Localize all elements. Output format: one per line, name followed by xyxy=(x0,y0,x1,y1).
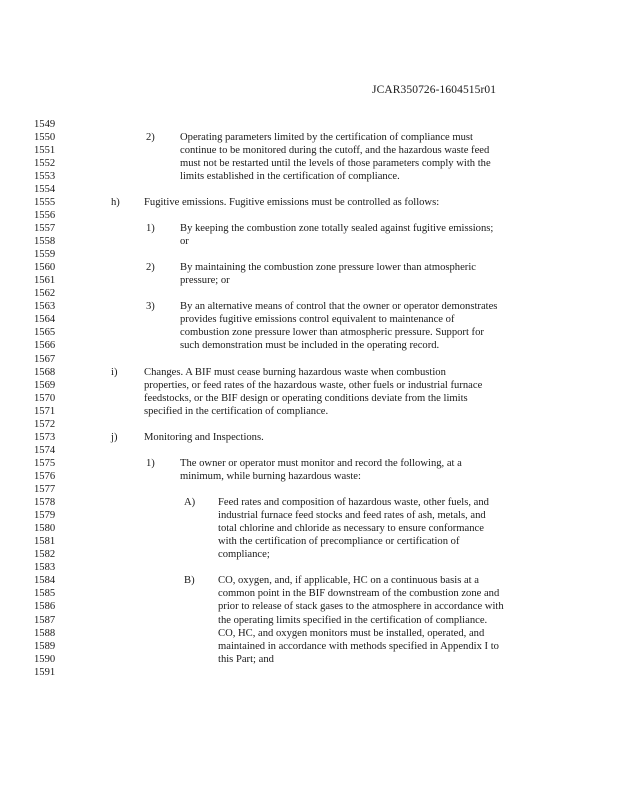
paragraph-line: Operating parameters limited by the certification of compliance must xyxy=(180,131,473,143)
paragraph-line: provides fugitive emissions control equivalent to maintenance of xyxy=(180,314,455,326)
paragraph-line: minimum, while burning hazardous waste: xyxy=(180,470,361,482)
list-marker: 1) xyxy=(146,457,155,469)
line-number: 1572 xyxy=(34,418,56,430)
line-number: 1571 xyxy=(34,405,56,417)
list-marker: 2) xyxy=(146,131,155,143)
paragraph-line: maintained in accordance with methods specified in Appendix I to xyxy=(218,640,499,652)
line-number: 1568 xyxy=(34,366,56,378)
line-number: 1564 xyxy=(34,314,56,326)
list-marker: j) xyxy=(111,431,118,443)
line-number: 1565 xyxy=(34,327,56,339)
line-number: 1561 xyxy=(34,275,56,287)
list-marker: 3) xyxy=(146,301,155,313)
line-number: 1577 xyxy=(34,484,56,495)
paragraph-line: or xyxy=(180,236,189,248)
list-marker: i) xyxy=(111,366,118,378)
paragraph-line: Fugitive emissions. Fugitive emissions must be controlled as follows: xyxy=(144,196,440,208)
line-number: 1578 xyxy=(34,497,56,509)
line-number: 1576 xyxy=(34,470,56,482)
line-number: 1569 xyxy=(34,379,56,391)
paragraph-line: this Part; and xyxy=(218,653,274,665)
paragraph-line: Monitoring and Inspections. xyxy=(144,431,264,443)
line-number: 1559 xyxy=(34,249,56,261)
paragraph-line: By an alternative means of control that the owner or operator demonstrates xyxy=(180,301,498,313)
line-number: 1573 xyxy=(34,431,56,443)
paragraph-line: combustion zone pressure lower than atmospheric pressure. Support for xyxy=(180,327,484,339)
line-number: 1574 xyxy=(34,444,56,456)
line-number: 1551 xyxy=(34,144,56,156)
line-number: 1591 xyxy=(34,666,56,678)
line-number: 1567 xyxy=(34,353,56,365)
line-number: 1570 xyxy=(34,392,56,404)
line-number: 1549 xyxy=(34,118,56,130)
line-number: 1552 xyxy=(34,157,56,169)
line-number: 1554 xyxy=(34,183,56,195)
list-marker: B) xyxy=(184,575,195,587)
list-marker: 2) xyxy=(146,262,155,274)
line-number: 1579 xyxy=(34,510,56,522)
paragraph-line: properties, or feed rates of the hazardous waste, other fuels or industrial furnace xyxy=(144,379,483,391)
paragraph-line: the operating limits specified in the certification of compliance. xyxy=(218,614,488,626)
document-id-header: JCAR350726-1604515r01 xyxy=(372,84,497,96)
paragraph-line: compliance; xyxy=(218,549,270,561)
paragraph-line: must not be restarted until the levels of those parameters comply with the xyxy=(180,157,491,169)
line-number: 1558 xyxy=(34,236,56,248)
paragraph-line: total chlorine and chloride as necessary to ensure conformance xyxy=(218,523,484,535)
line-number: 1553 xyxy=(34,170,56,182)
paragraph-line: continue to be monitored during the cutoff, and the hazardous waste feed xyxy=(180,144,490,156)
line-number: 1566 xyxy=(34,340,56,352)
list-marker: h) xyxy=(111,196,120,208)
line-number: 1585 xyxy=(34,588,56,600)
paragraph-line: By keeping the combustion zone totally sealed against fugitive emissions; xyxy=(180,223,494,234)
line-number: 1556 xyxy=(34,209,56,221)
line-number: 1582 xyxy=(34,549,56,561)
line-number: 1587 xyxy=(34,614,56,626)
line-number: 1583 xyxy=(34,562,56,574)
paragraph-line: CO, oxygen, and, if applicable, HC on a continuous basis at a xyxy=(218,575,479,587)
line-number: 1588 xyxy=(34,627,56,639)
line-number: 1550 xyxy=(34,131,56,143)
paragraph-line: The owner or operator must monitor and record the following, at a xyxy=(180,457,462,469)
paragraph-line: limits established in the certification of compliance. xyxy=(180,170,400,182)
line-number: 1586 xyxy=(34,601,56,613)
paragraph-line: such demonstration must be included in the operating record. xyxy=(180,340,440,352)
line-number: 1575 xyxy=(34,457,56,469)
paragraph-line: common point in the BIF downstream of the combustion zone and xyxy=(218,588,500,600)
line-number: 1584 xyxy=(34,575,56,587)
paragraph-line: prior to release of stack gases to the atmosphere in accordance with xyxy=(218,601,504,613)
paragraph-line: By maintaining the combustion zone pressure lower than atmospheric xyxy=(180,262,476,274)
line-number: 1557 xyxy=(34,223,56,234)
paragraph-line: pressure; or xyxy=(180,275,230,287)
line-number: 1590 xyxy=(34,653,56,665)
paragraph-line: Changes. A BIF must cease burning hazardous waste when combustion xyxy=(144,366,446,378)
paragraph-line: Feed rates and composition of hazardous waste, other fuels, and xyxy=(218,497,489,509)
line-number: 1580 xyxy=(34,523,56,535)
line-number: 1560 xyxy=(34,262,56,274)
paragraph-line: feedstocks, or the BIF design or operating conditions deviate from the limits xyxy=(144,392,468,404)
paragraph-line: industrial furnace feed stocks and feed rates of ash, metals, and xyxy=(218,510,486,522)
line-number: 1589 xyxy=(34,640,56,652)
line-number: 1562 xyxy=(34,288,56,300)
line-number: 1581 xyxy=(34,536,56,548)
paragraph-line: with the certification of precompliance or certification of xyxy=(218,536,460,548)
list-marker: 1) xyxy=(146,223,155,234)
list-marker: A) xyxy=(184,497,196,509)
line-number: 1555 xyxy=(34,196,56,208)
paragraph-line: CO, HC, and oxygen monitors must be installed, operated, and xyxy=(218,627,485,639)
paragraph-line: specified in the certification of compliance. xyxy=(144,405,329,417)
line-number: 1563 xyxy=(34,301,56,313)
